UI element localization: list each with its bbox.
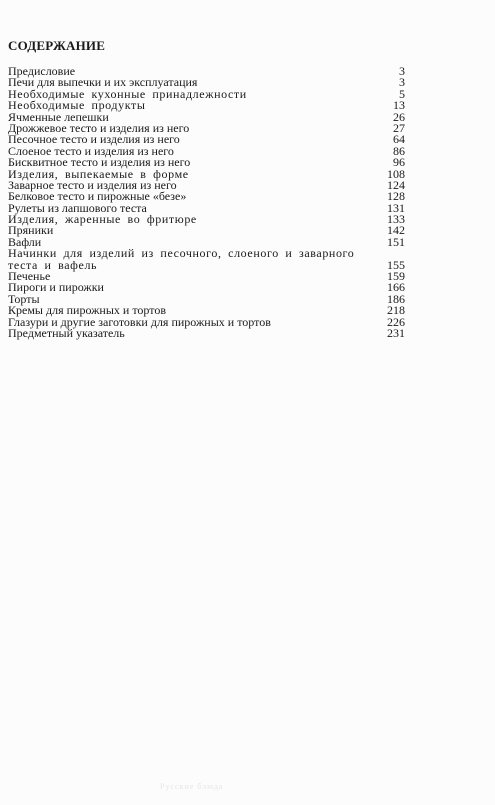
toc-entry-title: Необходимые продукты	[8, 98, 146, 113]
toc-entry-page: 155	[387, 257, 405, 272]
table-of-contents	[8, 66, 405, 339]
toc-heading: СОДЕРЖАНИЕ	[8, 38, 106, 53]
toc-entry-page: 3	[399, 64, 405, 78]
toc-entry-page: 96	[393, 155, 405, 170]
toc-entry-title: Предметный указатель	[8, 325, 125, 340]
toc-entry-title: Дрожжевое тесто и изделия из него	[8, 120, 190, 135]
toc-entry-page: 159	[387, 269, 405, 284]
toc-entry-page: 128	[387, 189, 405, 204]
toc-entry-page: 151	[387, 234, 405, 249]
toc-entry-title: Изделия, жаренные во фритюре	[8, 212, 197, 227]
toc-entry-title: Необходимые кухонные принадлежности	[8, 86, 247, 101]
toc-entry-page: 124	[387, 177, 405, 192]
toc-entry-title: Заварное тесто и изделия из него	[8, 177, 177, 192]
toc-entry-title: Начинки для изделий из песочного, слоеного и заварного	[8, 246, 355, 261]
toc-entry-page: 166	[387, 280, 405, 295]
toc-entry-page: 218	[387, 303, 405, 318]
toc-entry-title: Кремы для пирожных и тортов	[8, 303, 167, 318]
toc-entry-title: Печи для выпечки и их эксплуатация	[8, 75, 198, 90]
toc-entry-title: Бисквитное тесто и изделия из него	[8, 155, 191, 170]
toc-entry-title: Ячменные лепешки	[8, 109, 109, 124]
toc-entry-title: Белковое тесто и пирожные «безе»	[8, 189, 187, 204]
toc-entry-page: 13	[393, 98, 405, 113]
toc-entry-page: 226	[387, 314, 405, 329]
toc-entry-title: Печенье	[8, 269, 51, 284]
toc-entry-page: 3	[399, 75, 405, 90]
toc-entry-title: теста и вафель	[8, 257, 98, 272]
toc-entry-page: 142	[387, 223, 405, 238]
toc-entry	[8, 282, 405, 293]
toc-entry-title: Глазури и другие заготовки для пирожных и тортов	[8, 314, 271, 329]
toc-entry-page: 133	[387, 212, 405, 227]
toc-entry-title: Пироги и пирожки	[8, 280, 104, 295]
toc-entry-page: 186	[387, 291, 405, 306]
toc-entry	[8, 325, 405, 340]
toc-entry-title: Пряники	[8, 223, 54, 238]
toc-entry-title: Предисловие	[8, 64, 76, 78]
toc-entry-page: 108	[387, 166, 405, 181]
toc-entry-page: 26	[393, 109, 405, 124]
toc-entry	[8, 214, 405, 225]
toc-entry-page: 27	[393, 120, 405, 135]
toc-entry-title: Песочное тесто и изделия из него	[8, 132, 180, 147]
toc-entry-title: Рулеты из лапшового теста	[8, 200, 147, 215]
toc-entry-title: Торты	[8, 291, 40, 306]
faint-bleed-through-text: Русские блюда	[160, 782, 224, 791]
toc-entry-page: 86	[393, 143, 405, 158]
toc-entry	[8, 225, 405, 236]
toc-entry-title: Изделия, выпекаемые в форме	[8, 166, 189, 181]
toc-entry-page: 231	[387, 325, 405, 340]
toc-entry-page: 64	[393, 132, 405, 147]
toc-entry-title: Слоеное тесто и изделия из него	[8, 143, 174, 158]
toc-entry-page: 131	[387, 200, 405, 215]
toc-entry-page: 5	[399, 86, 405, 101]
toc-entry	[8, 257, 405, 272]
toc-entry-title: Вафли	[8, 234, 42, 249]
